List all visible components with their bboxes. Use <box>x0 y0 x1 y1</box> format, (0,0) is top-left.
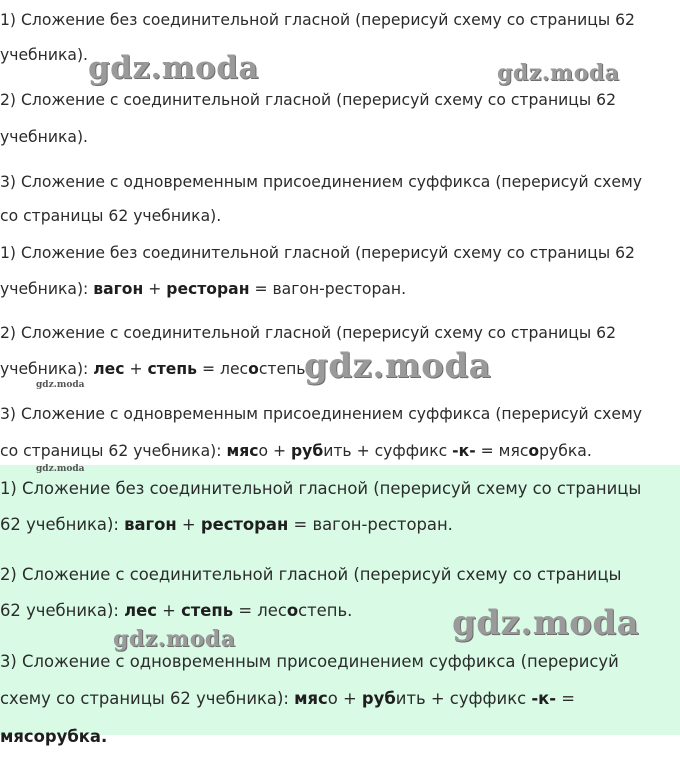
text-segment: = вагон-ресторан. <box>249 280 407 298</box>
text-segment: 2) Сложение с соединительной гласной (перерисуй схему со страницы 62 <box>0 324 617 342</box>
bold-word: мясорубка. <box>0 727 108 746</box>
text-segment: = мяс <box>475 442 529 460</box>
text-segment: учебника): <box>0 360 94 378</box>
bold-word: руб <box>361 689 396 708</box>
text-line <box>0 565 621 585</box>
text-line <box>0 652 619 672</box>
bold-word: степь <box>181 601 234 620</box>
text-line <box>0 10 635 30</box>
bold-word: -к- <box>531 689 557 708</box>
text-segment: + <box>124 360 148 378</box>
text-segment: = вагон-ресторан. <box>288 515 453 534</box>
bold-word: вагон <box>93 280 144 298</box>
text-segment: = лес <box>233 601 287 620</box>
text-segment: 2) Сложение с соединительной гласной (перерисуй схему со страницы <box>0 565 622 584</box>
text-line <box>0 279 406 299</box>
text-segment: схему со страницы 62 учебника): <box>0 689 295 708</box>
text-line <box>0 45 88 65</box>
watermark: gdz.moda <box>36 464 85 474</box>
text-line <box>0 601 352 621</box>
watermark: gdz.moda <box>452 603 640 643</box>
text-line <box>0 727 107 747</box>
text-segment: + <box>156 601 182 620</box>
text-line <box>0 323 616 343</box>
text-segment: 3) Сложение с одновременным присоединением суффикса (перерисуй <box>0 652 619 671</box>
bold-word: -к- <box>452 442 476 460</box>
bold-word: о <box>286 601 299 620</box>
text-segment: = <box>556 689 576 708</box>
bold-word: о <box>528 442 540 460</box>
text-segment: о + <box>327 689 362 708</box>
text-line <box>0 515 453 535</box>
text-segment: = лес <box>197 360 249 378</box>
text-line <box>0 127 88 147</box>
text-line <box>0 90 616 110</box>
text-segment: 62 учебника): <box>0 601 125 620</box>
text-segment: 2) Сложение с соединительной гласной (перерисуй схему со страницы 62 <box>0 91 617 109</box>
text-segment: рубка. <box>539 442 592 460</box>
text-segment: учебника): <box>0 280 94 298</box>
text-line <box>0 689 575 709</box>
text-line <box>0 404 642 424</box>
watermark: gdz.moda <box>304 346 492 386</box>
text-segment: + <box>176 515 201 534</box>
watermark: gdz.moda <box>113 626 236 652</box>
watermark: gdz.moda <box>36 380 85 390</box>
watermark: gdz.moda <box>497 60 620 86</box>
bold-word: лес <box>124 601 157 620</box>
watermark: gdz.moda <box>88 50 259 86</box>
text-line <box>0 206 221 226</box>
text-segment: степь. <box>258 360 311 378</box>
text-segment: степь. <box>298 601 353 620</box>
text-segment: 1) Сложение без соединительной гласной (перерисуй схему со страницы <box>0 479 642 498</box>
text-segment: + <box>143 280 167 298</box>
bold-word: мяс <box>226 442 259 460</box>
text-segment: ить + суффикс <box>395 689 532 708</box>
text-segment: учебника). <box>0 128 88 146</box>
text-segment: 1) Сложение без соединительной гласной (перерисуй схему со страницы 62 <box>0 244 635 262</box>
text-line <box>0 243 635 263</box>
text-line <box>0 479 641 499</box>
text-segment: учебника). <box>0 46 88 64</box>
bold-word: руб <box>291 442 324 460</box>
text-segment: 3) Сложение с одновременным присоединением суффикса (перерисуй схему <box>0 173 643 191</box>
text-segment: ить + суффикс <box>323 442 453 460</box>
text-line <box>0 359 310 379</box>
text-segment: 62 учебника): <box>0 515 125 534</box>
answer-block <box>0 465 680 746</box>
bold-word: о <box>248 360 259 378</box>
text-segment: со страницы 62 учебника). <box>0 207 222 225</box>
bold-word: ресторан <box>166 280 250 298</box>
bold-word: мяс <box>294 689 328 708</box>
text-segment: 1) Сложение без соединительной гласной (перерисуй схему со страницы 62 <box>0 11 635 29</box>
text-line <box>0 441 592 461</box>
bold-word: степь <box>147 360 197 378</box>
bold-word: вагон <box>124 515 177 534</box>
text-line <box>0 172 642 192</box>
text-segment: со страницы 62 учебника): <box>0 442 227 460</box>
bold-word: лес <box>93 360 125 378</box>
bold-word: ресторан <box>200 515 289 534</box>
text-segment: о + <box>258 442 291 460</box>
text-segment: 3) Сложение с одновременным присоединением суффикса (перерисуй схему <box>0 405 643 423</box>
